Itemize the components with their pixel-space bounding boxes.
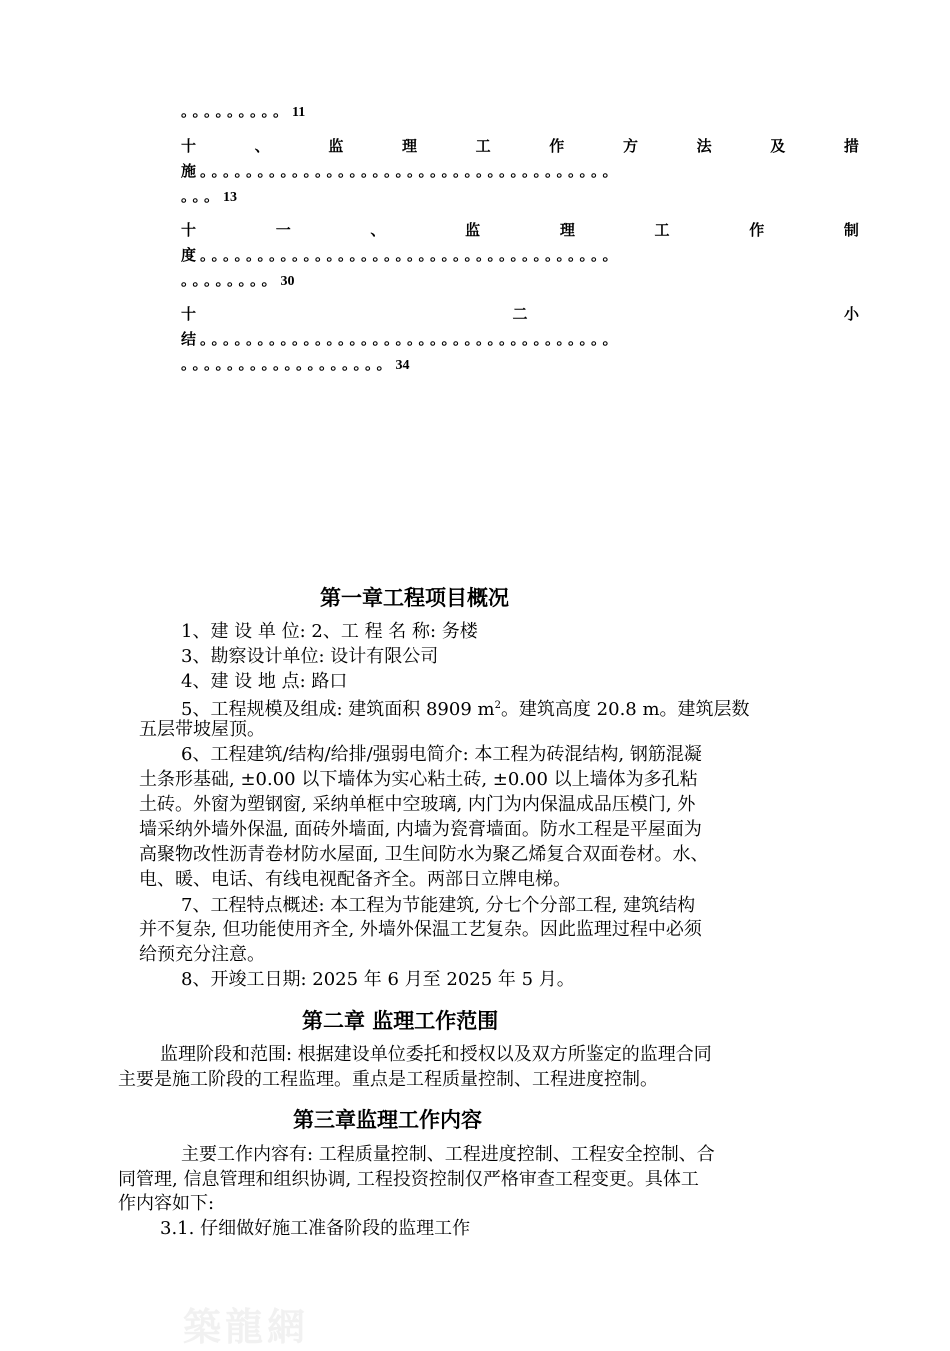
- toc-entry-11-leader: 施。。。。。。。。。。。。。。。。。。。。。。。。。。。。。。。。。。。。: [181, 162, 622, 180]
- ch1-item-8: 8、开竣工日期: 2025 年 6 月至 2025 年 5 月。: [181, 969, 575, 990]
- ch1-item-7-cont: 并不复杂, 但功能使用齐全, 外墙外保温工艺复杂。因此监理过程中必须: [139, 919, 702, 940]
- ch1-item-1: 1、建 设 单 位: 2、工 程 名 称: 务楼: [181, 621, 478, 642]
- ch3-paragraph-line: 主要工作内容有: 工程质量控制、工程进度控制、工程安全控制、合: [181, 1144, 715, 1165]
- toc-entry-12-tail: 。。。。。。。。30: [181, 271, 295, 289]
- toc-page-number: 13: [223, 190, 238, 205]
- ch1-item-6-cont: 土砖。外窗为塑钢窗, 采纳单框中空玻璃, 内门为内保温成品压模门, 外: [139, 794, 696, 815]
- chapter-2-heading: 第二章 监理工作范围: [302, 1008, 499, 1033]
- toc-entry-12-title: 十 一 、 监 理 工 作 制: [181, 221, 859, 239]
- toc-entry-13-leader: 结。。。。。。。。。。。。。。。。。。。。。。。。。。。。。。。。。。。。: [181, 330, 622, 348]
- ch1-item-6-cont: 土条形基础, ±0.00 以下墙体为实心粘土砖, ±0.00 以上墙体为多孔粘: [139, 769, 698, 790]
- toc-entry-11-tail: 。。。13: [181, 187, 238, 205]
- ch1-item-7-cont: 给预充分注意。: [139, 944, 265, 965]
- ch2-paragraph-line: 主要是施工阶段的工程监理。重点是工程质量控制、工程进度控制。: [118, 1069, 658, 1090]
- ch1-item-6-cont: 高聚物改性沥青卷材防水屋面, 卫生间防水为聚乙烯复合双面卷材。水、: [139, 844, 709, 865]
- toc-page-number: 30: [280, 274, 295, 289]
- toc-entry-13-title: 十 二 小: [181, 305, 859, 323]
- ch3-section-3-1: 3.1. 仔细做好施工准备阶段的监理工作: [160, 1218, 471, 1239]
- ch1-item-5-cont: 五层带坡屋顶。: [139, 719, 265, 740]
- superscript: 2: [494, 700, 501, 711]
- toc-entry-12-leader: 度。。。。。。。。。。。。。。。。。。。。。。。。。。。。。。。。。。。。: [181, 246, 622, 264]
- ch1-item-6: 6、工程建筑/结构/给排/强弱电简介: 本工程为砖混结构, 钢筋混凝: [181, 744, 702, 765]
- toc-page-number: 34: [395, 358, 410, 373]
- ch2-paragraph-line: 监理阶段和范围: 根据建设单位委托和授权以及双方所鉴定的监理合同: [160, 1044, 712, 1065]
- ch1-item-3: 3、勘察设计单位: 设计有限公司: [181, 646, 439, 667]
- ch1-item-5: 5、工程规模及组成: 建筑面积 8909 $m^2$。建筑高度 20.8 m。建筑层数: [181, 699, 750, 720]
- toc-page-number: 11: [292, 105, 306, 120]
- ch1-item-7: 7、工程特点概述: 本工程为节能建筑, 分七个分部工程, 建筑结构: [181, 895, 696, 916]
- chapter-1-heading: 第一章工程项目概况: [320, 585, 509, 610]
- ch3-paragraph-line: 作内容如下:: [118, 1193, 215, 1214]
- toc-entry-10-tail: 。。。。。。。。。11: [181, 102, 306, 120]
- ch3-paragraph-line: 同管理, 信息管理和组织协调, 工程投资控制仅严格审查工程变更。具体工: [118, 1169, 699, 1190]
- watermark-logo: 築龍網: [183, 1304, 310, 1349]
- toc-entry-13-tail: 。。。。。。。。。。。。。。。。。。34: [181, 355, 410, 373]
- chapter-3-heading: 第三章监理工作内容: [293, 1107, 482, 1132]
- ch1-item-4: 4、建 设 地 点: 路口: [181, 671, 348, 692]
- toc-entry-11-title: 十 、 监 理 工 作 方 法 及 措: [181, 137, 859, 155]
- ch1-item-6-cont: 电、暖、电话、有线电视配备齐全。两部日立牌电梯。: [139, 869, 571, 890]
- ch1-item-6-cont: 墙采纳外墙外保温, 面砖外墙面, 内墙为瓷膏墙面。防水工程是平屋面为: [139, 819, 702, 840]
